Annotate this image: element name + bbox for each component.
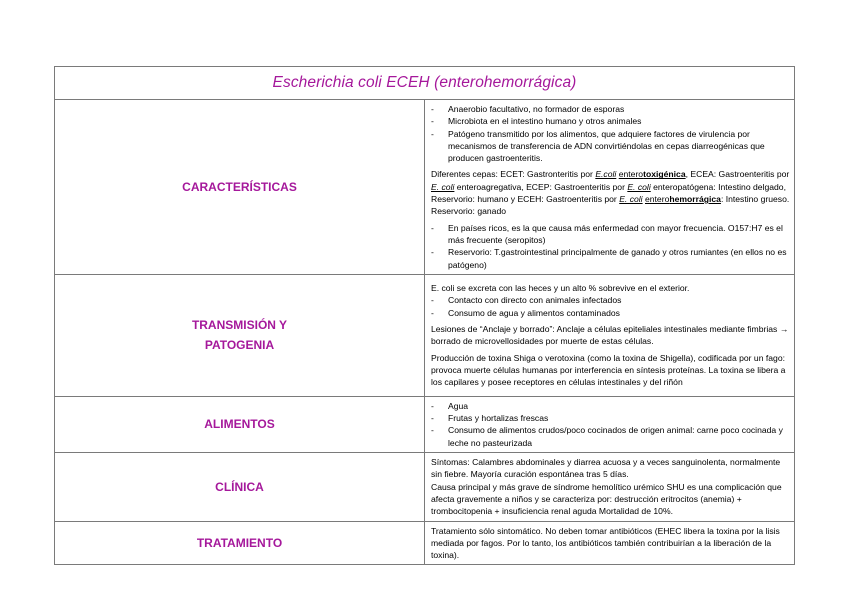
- content-clinica: [425, 453, 795, 521]
- label-tratamiento: TRATAMIENTO: [55, 521, 425, 565]
- list-item: - Contacto con directo con animales infectados: [431, 294, 790, 306]
- species-name: E. coli: [619, 194, 643, 205]
- paragraph: Causa principal y más grave de síndrome hemolítico urémico SHU es una complicación que afecta gravemente a niños y se caracteriza por: destrucción eritrocitos (anemia) + trombocitopenia + insuficiencia renal aguda Mortalidad de 10%.: [431, 481, 782, 517]
- paragraph: Lesiones de “Anclaje y borrado”: Anclaje a células epiteliales intestinales mediante fimbrias → borrado de microvellosidades por muerte de estas células.: [431, 324, 789, 347]
- row-alimentos: [55, 396, 795, 452]
- bullet-list: [431, 400, 790, 449]
- content-transmision: [425, 274, 795, 396]
- list-item: - Consumo de agua y alimentos contaminados: [431, 307, 790, 319]
- list-item: - Reservorio: T.gastrointestinal principalmente de ganado y otros rumiantes (en ellos no es patógeno): [431, 246, 790, 271]
- paragraph: Síntomas: Calambres abdominales y diarrea acuosa y a veces sanguinolenta, normalmente sin fiebre. Mayoría curación espontánea tras 5 días.: [431, 457, 781, 480]
- highlight-term: toxigénica: [643, 169, 686, 180]
- info-table: [54, 66, 795, 565]
- row-caracteristicas: [55, 100, 795, 275]
- content-caracteristicas: [425, 100, 795, 275]
- text-run: , ECEA: Gastroenteritis por: [685, 169, 790, 180]
- page-title: Escherichia coli ECEH (enterohemorrágica): [55, 67, 795, 100]
- bullet-list: [431, 103, 790, 164]
- highlight-term: hemorrágica: [669, 194, 721, 205]
- bullet-list: [431, 294, 790, 319]
- list-item: - Consumo de alimentos crudos/poco cocinados de origen animal: carne poco cocinada y leche no pasteurizada: [431, 424, 790, 449]
- label-clinica: CLÍNICA: [55, 453, 425, 521]
- label-line: TRANSMISIÓN Y: [191, 318, 288, 333]
- text-run: entero: [618, 169, 644, 180]
- species-name: E. coli: [431, 181, 455, 192]
- label-alimentos: ALIMENTOS: [55, 396, 425, 452]
- row-tratamiento: [55, 521, 795, 565]
- text-run: enteroagregativa, ECEP: Gastroenteritis por: [454, 181, 628, 192]
- species-name: E. coli: [627, 181, 651, 192]
- cepas-paragraph: [431, 168, 790, 217]
- row-transmision: [55, 274, 795, 396]
- list-item: - Frutas y hortalizas frescas: [431, 412, 790, 424]
- intro-text: E. coli se excreta con las heces y un alto % sobrevive en el exterior.: [431, 283, 690, 294]
- paragraph: Producción de toxina Shiga o verotoxina (como la toxina de Shigella), codificada por un fago: provoca muerte células humanas por interferencia en síntesis proteínas. La toxina se libera a los capilares y posee receptores en células intestinales y del riñón: [431, 352, 786, 388]
- text-run: : Intestino grueso. Reservorio: ganado: [431, 194, 790, 217]
- bullet-list: [431, 222, 790, 271]
- text-run: enteropatógena: Intestino delgado, Reservorio: humano y ECEH: Gastroenteritis por: [431, 181, 786, 205]
- row-clinica: [55, 453, 795, 521]
- list-item: - Agua: [431, 400, 790, 412]
- list-item: - Patógeno transmitido por los alimentos, que adquiere factores de virulencia por mecanismos de transferencia de ADN convirtiéndolas en cepas diarreogénicas que producen gastroenteritis.: [431, 128, 790, 165]
- content-tratamiento: [425, 521, 795, 565]
- label-line: PATOGENIA: [204, 338, 275, 353]
- list-item: - Microbiota en el intestino humano y otros animales: [431, 115, 790, 127]
- label-transmision: [55, 274, 425, 396]
- species-name: E.coli: [595, 169, 617, 180]
- text-run: Diferentes cepas: ECET: Gastronteritis por: [431, 169, 596, 180]
- paragraph: Tratamiento sólo sintomático. No deben tomar antibióticos (EHEC libera la toxina por la lisis mediada por fagos. Por lo tanto, los antibióticos también contribuirían a la liberación de la toxina).: [431, 525, 780, 561]
- content-alimentos: [425, 396, 795, 452]
- text-run: entero: [644, 194, 670, 205]
- list-item: - Anaerobio facultativo, no formador de esporas: [431, 103, 790, 115]
- list-item: - En países ricos, es la que causa más enfermedad con mayor frecuencia. O157:H7 es el más frecuente (seropitos): [431, 222, 790, 247]
- title-row: [55, 67, 795, 100]
- label-caracteristicas: CARACTERÍSTICAS: [55, 100, 425, 275]
